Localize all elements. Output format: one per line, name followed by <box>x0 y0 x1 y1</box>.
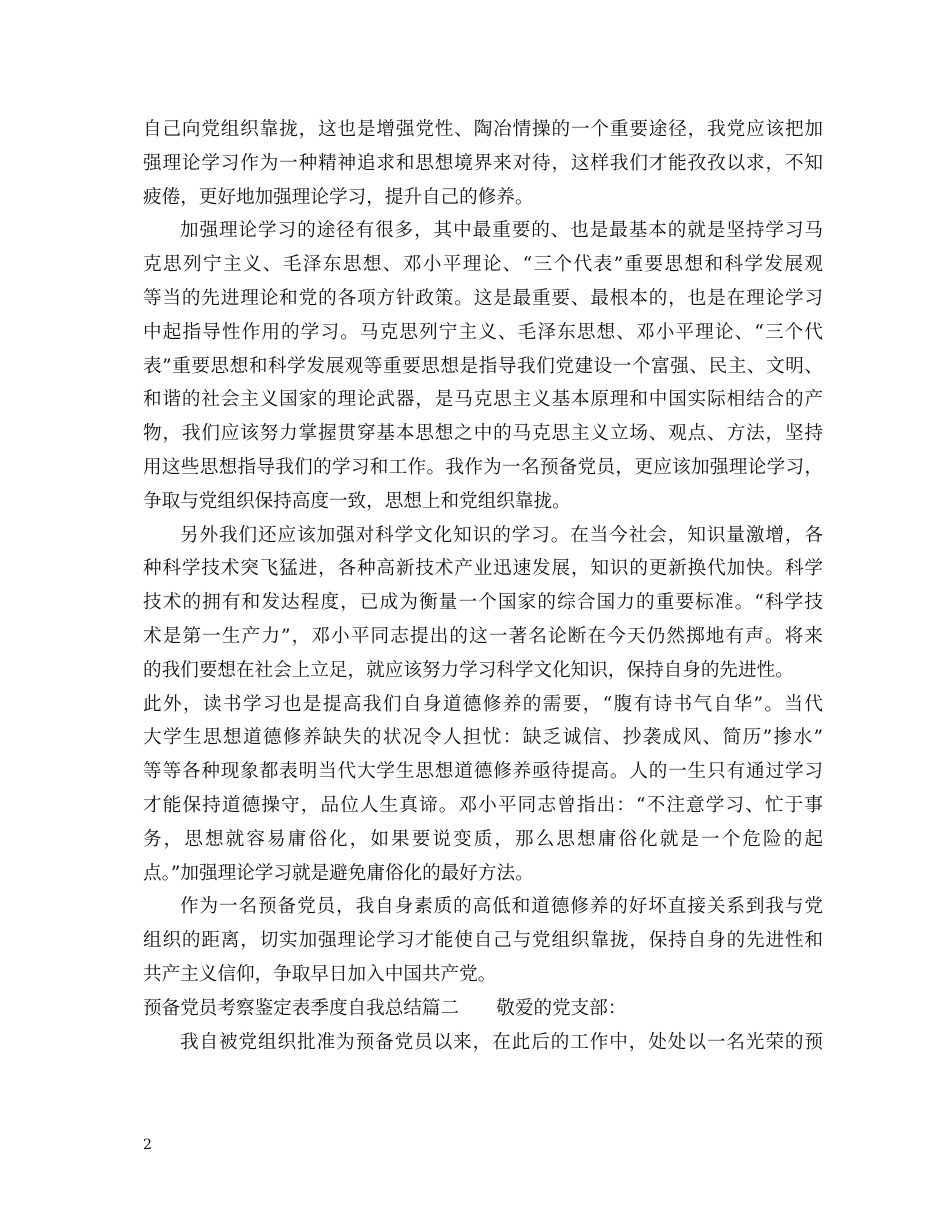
text-line: 和谐的社会主义国家的理论武器，是马克思主义基本原理和中国实际相结合的产 <box>143 389 823 411</box>
paragraph-start-line: 另外我们还应该加强对科学文化知识的学习。在当今社会，知识量激增，各 <box>180 524 823 546</box>
text-line: 的我们要想在社会上立足，就应该努力学习科学文化知识，保持自身的先进性。 <box>143 659 794 681</box>
text-line: 疲倦，更好地加强理论学习，提升自己的修养。 <box>143 186 534 208</box>
text-line: 等等各种现象都表明当代大学生思想道德修养亟待提高。人的一生只有通过学习 <box>143 761 823 783</box>
text-line: 表”重要思想和科学发展观等重要思想是指导我们党建设一个富强、民主、文明、 <box>143 355 823 377</box>
document-body <box>143 113 823 1059</box>
text-line: 物，我们应该努力掌握贯穿基本思想之中的马克思主义立场、观点、方法，坚持 <box>143 423 823 445</box>
text-line: 强理论学习作为一种精神追求和思想境界来对待，这样我们才能孜孜以求，不知 <box>143 152 823 174</box>
page-number: 2 <box>143 1137 152 1153</box>
text-line: 技术的拥有和发达程度，已成为衡量一个国家的综合国力的重要标准。“科学技 <box>143 592 823 614</box>
text-line: 争取与党组织保持高度一致，思想上和党组织靠拢。 <box>143 490 571 512</box>
text-line: 才能保持道德操守，品位人生真谛。邓小平同志曾指出：“不注意学习、忙于事 <box>143 794 823 816</box>
paragraph-start-line: 作为一名预备党员，我自身素质的高低和道德修养的好坏直接关系到我与党 <box>180 896 823 918</box>
text-line: 共产主义信仰，争取早日加入中国共产党。 <box>143 963 497 985</box>
text-line: 术是第一生产力”，邓小平同志提出的这一著名论断在今天仍然掷地有声。将来 <box>143 625 823 647</box>
paragraph-start-line: 我自被党组织批准为预备党员以来，在此后的工作中，处处以一名光荣的预 <box>180 1031 823 1053</box>
text-line: 组织的距离，切实加强理论学习才能使自己与党组织靠拢，保持自身的先进性和 <box>143 930 823 952</box>
text-line: 此外，读书学习也是提高我们自身道德修养的需要，“腹有诗书气自华”。当代 <box>143 693 823 715</box>
text-line: 克思列宁主义、毛泽东思想、邓小平理论、“三个代表”重要思想和科学发展观 <box>143 254 823 276</box>
text-line: 点。”加强理论学习就是避免庸俗化的最好方法。 <box>143 862 534 884</box>
text-line: 等当的先进理论和党的各项方针政策。这是最重要、最根本的，也是在理论学习 <box>143 287 823 309</box>
paragraph-start-line: 加强理论学习的途径有很多，其中最重要的、也是最基本的就是坚持学习马 <box>180 220 823 242</box>
text-line: 种科学技术突飞猛进，各种高新技术产业迅速发展，知识的更新换代加快。科学 <box>143 558 823 580</box>
text-line: 自己向党组织靠拢，这也是增强党性、陶冶情操的一个重要途径，我党应该把加 <box>143 119 823 140</box>
text-line: 中起指导性作用的学习。马克思列宁主义、毛泽东思想、邓小平理论、“三个代 <box>143 321 823 343</box>
section-heading-line: 预备党员考察鉴定表季度自我总结篇二 敬爱的党支部： <box>143 997 627 1019</box>
text-line: 务，思想就容易庸俗化，如果要说变质，那么思想庸俗化就是一个危险的起 <box>143 828 823 850</box>
text-line: 用这些思想指导我们的学习和工作。我作为一名预备党员，更应该加强理论学习， <box>143 456 823 478</box>
text-line: 大学生思想道德修养缺失的状况令人担忧：缺乏诚信、抄袭成风、简历”掺水” <box>143 727 823 749</box>
